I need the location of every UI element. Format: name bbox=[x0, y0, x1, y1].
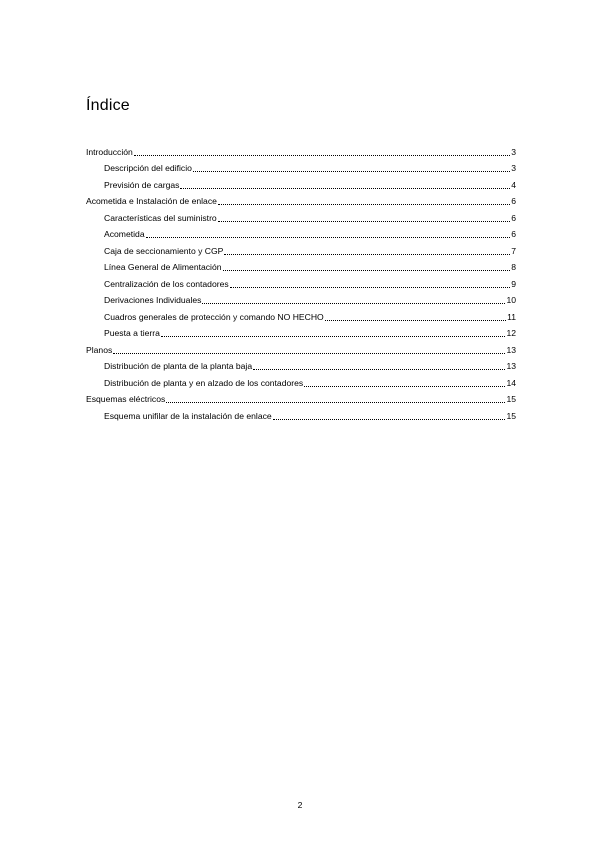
toc-entry-page: 4 bbox=[511, 179, 516, 190]
toc-dot-leader bbox=[202, 303, 505, 304]
toc-dot-leader bbox=[193, 171, 510, 172]
toc-entry-text: Caja de seccionamiento y CGP bbox=[104, 245, 224, 256]
toc-entry-text: Esquema unifilar de la instalación de enlace bbox=[104, 410, 272, 421]
toc-entry-page: 6 bbox=[511, 212, 516, 223]
toc-dot-leader bbox=[223, 270, 511, 271]
toc-entry-page: 9 bbox=[511, 278, 516, 289]
toc-entry-text: Planos bbox=[86, 344, 113, 355]
toc-entry-acometida-instalacion[interactable] bbox=[86, 191, 516, 208]
toc-entry-text: Previsión de cargas bbox=[104, 179, 180, 190]
toc-entry-text: Introducción bbox=[86, 146, 133, 157]
toc-entry-descripcion-edificio[interactable] bbox=[86, 158, 516, 175]
toc-entry-text: Descripción del edificio bbox=[104, 163, 192, 173]
toc-dot-leader bbox=[304, 386, 505, 387]
toc-entry-text: Derivaciones Individuales bbox=[104, 295, 202, 305]
toc-entry-text: Acometida e Instalación de enlace bbox=[86, 196, 217, 206]
toc-entry-page: 6 bbox=[511, 229, 516, 239]
toc-entry-page: 13 bbox=[506, 361, 516, 371]
toc-dot-leader bbox=[146, 237, 511, 238]
toc-dot-leader bbox=[180, 188, 510, 189]
toc-dot-leader bbox=[166, 402, 505, 403]
toc-entry-page: 15 bbox=[506, 410, 516, 421]
toc-dot-leader bbox=[230, 287, 511, 288]
page-title: Índice bbox=[86, 97, 130, 114]
toc-dot-leader bbox=[161, 336, 506, 337]
toc-entry-centralizacion-contadores[interactable] bbox=[86, 273, 516, 290]
toc-entry-page: 3 bbox=[511, 146, 516, 157]
toc-entry-distribucion-contadores[interactable] bbox=[86, 372, 516, 389]
toc-dot-leader bbox=[218, 204, 510, 205]
toc-entry-page: 15 bbox=[506, 394, 516, 404]
toc-entry-page: 7 bbox=[511, 245, 516, 256]
page-number: 2 bbox=[297, 800, 303, 810]
toc-entry-prevision-cargas[interactable] bbox=[86, 174, 516, 191]
toc-entry-derivaciones-individuales[interactable] bbox=[86, 290, 516, 307]
toc-entry-text: Puesta a tierra bbox=[104, 328, 160, 338]
toc-dot-leader bbox=[218, 221, 511, 222]
toc-entry-linea-general[interactable] bbox=[86, 257, 516, 274]
toc-entry-esquemas-electricos[interactable] bbox=[86, 389, 516, 406]
toc-entry-page: 12 bbox=[506, 328, 516, 338]
table-of-contents bbox=[86, 141, 516, 422]
toc-entry-acometida[interactable] bbox=[86, 224, 516, 241]
toc-entry-caracteristicas-suministro[interactable] bbox=[86, 207, 516, 224]
toc-entry-text: Esquemas eléctricos bbox=[86, 394, 166, 404]
toc-entry-page: 3 bbox=[511, 163, 516, 173]
toc-dot-leader bbox=[253, 369, 505, 370]
toc-entry-page: 14 bbox=[506, 377, 516, 388]
toc-dot-leader bbox=[325, 320, 506, 321]
toc-dot-leader bbox=[113, 353, 505, 354]
toc-entry-page: 8 bbox=[511, 262, 516, 272]
toc-entry-text: Distribución de planta y en alzado de los contadores bbox=[104, 377, 304, 388]
toc-entry-text: Línea General de Alimentación bbox=[104, 262, 222, 272]
toc-entry-text: Características del suministro bbox=[104, 212, 217, 223]
toc-entry-puesta-tierra[interactable] bbox=[86, 323, 516, 340]
toc-dot-leader bbox=[273, 419, 506, 420]
toc-dot-leader bbox=[224, 254, 510, 255]
toc-entry-caja-seccionamiento[interactable] bbox=[86, 240, 516, 257]
toc-entry-text: Cuadros generales de protección y comando NO HECHO bbox=[104, 311, 324, 322]
toc-entry-distribucion-planta-baja[interactable] bbox=[86, 356, 516, 373]
toc-dot-leader bbox=[134, 155, 510, 156]
toc-entry-page: 13 bbox=[506, 344, 516, 355]
toc-entry-cuadros-generales[interactable] bbox=[86, 306, 516, 323]
toc-entry-esquema-unifilar[interactable] bbox=[86, 405, 516, 422]
toc-entry-text: Distribución de planta de la planta baja bbox=[104, 361, 253, 371]
toc-entry-text: Centralización de los contadores bbox=[104, 278, 229, 289]
toc-entry-text: Acometida bbox=[104, 229, 145, 239]
toc-entry-page: 6 bbox=[511, 196, 516, 206]
toc-entry-introduccion[interactable] bbox=[86, 141, 516, 158]
toc-entry-page: 11 bbox=[507, 311, 516, 322]
toc-entry-planos[interactable] bbox=[86, 339, 516, 356]
toc-entry-page: 10 bbox=[506, 295, 516, 305]
